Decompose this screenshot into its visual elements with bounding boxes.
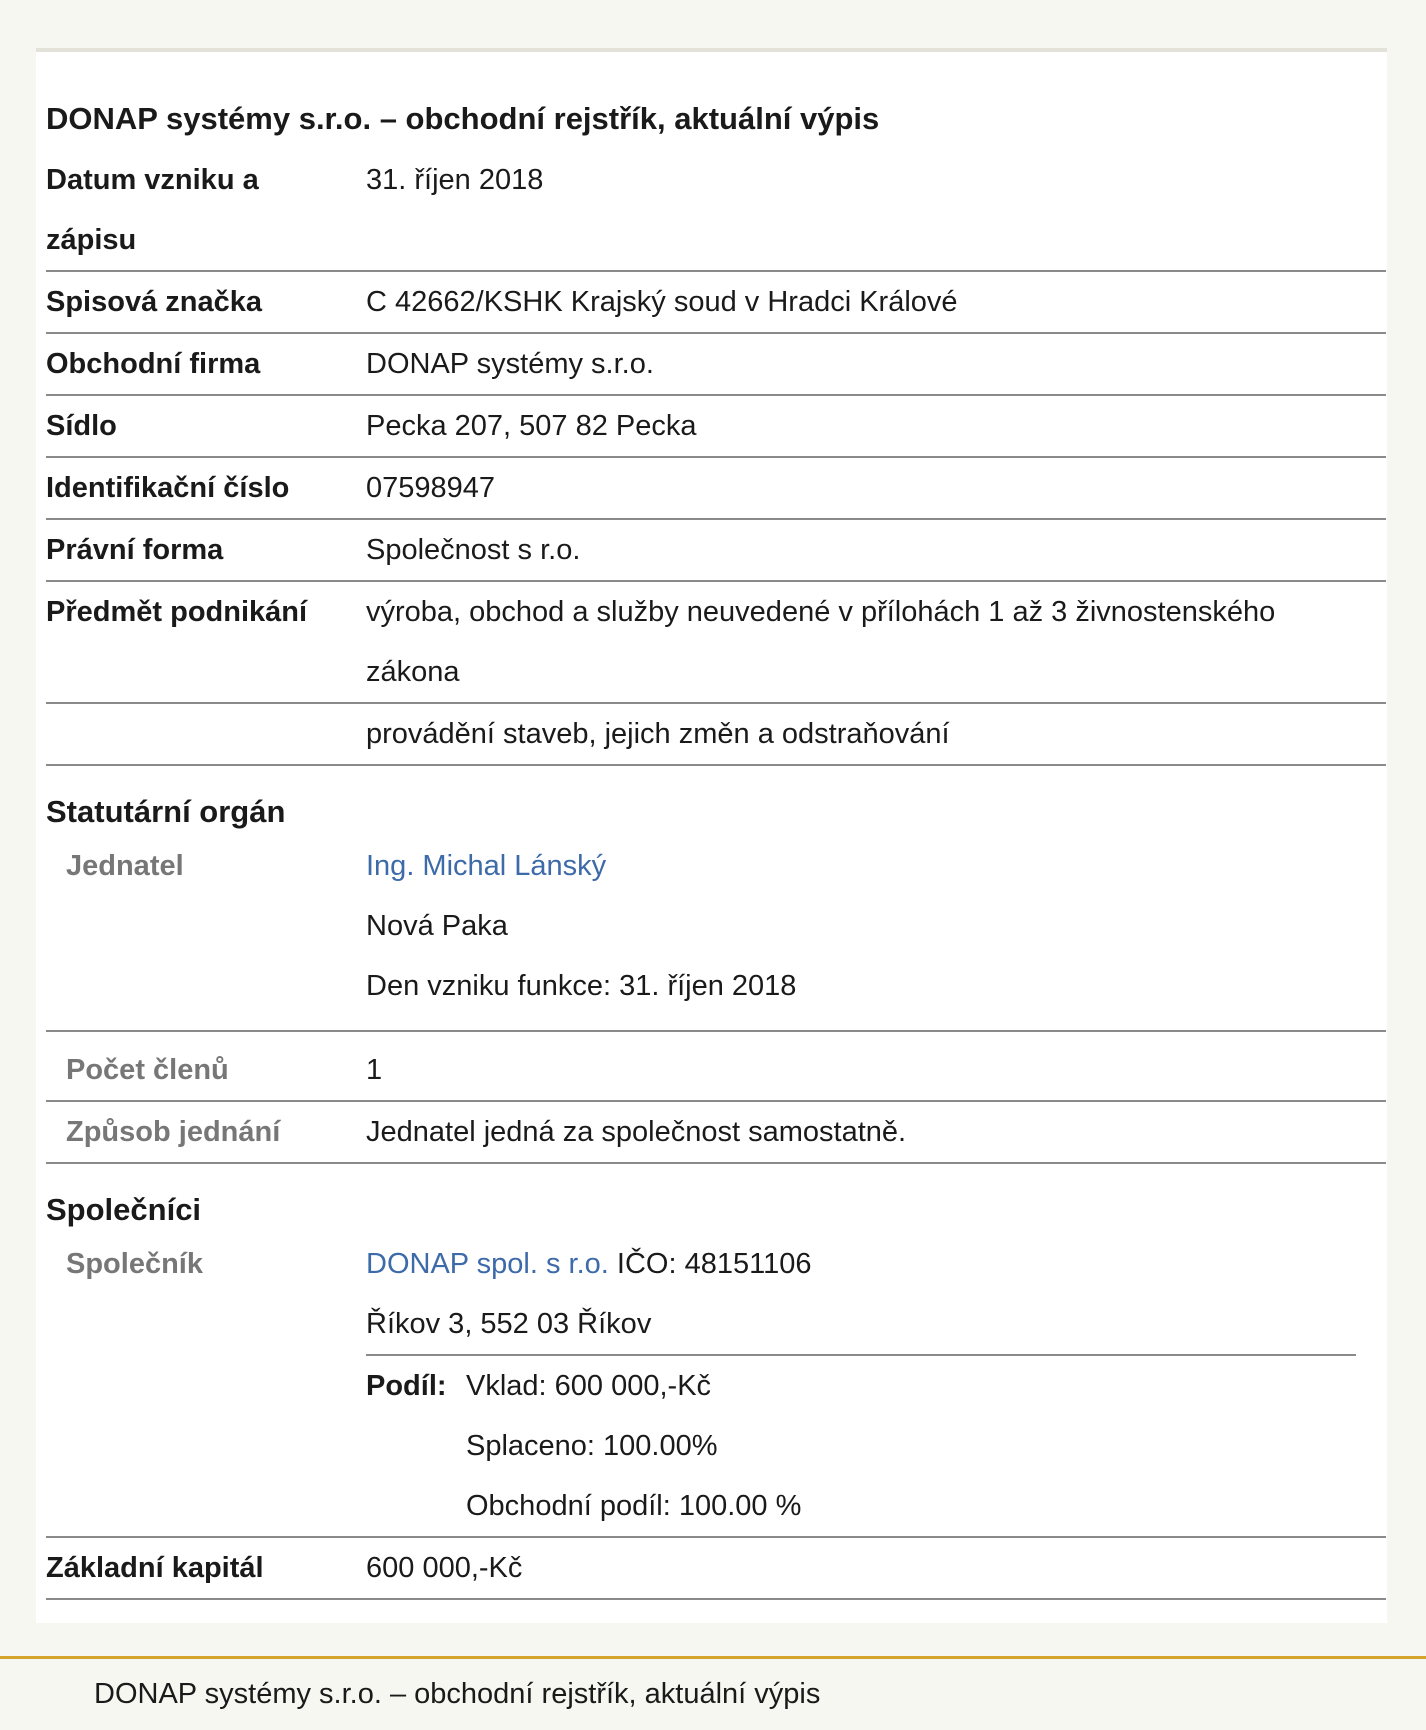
section-statutarni [46, 765, 1386, 836]
row-value: Jednatel jedná za společnost samostatně. [366, 1101, 1386, 1163]
row-predmet-podnikani-2 [46, 703, 1386, 765]
row-label: Základní kapitál [46, 1537, 366, 1599]
podil-label: Podíl: [366, 1370, 447, 1402]
footer-title: DONAP systémy s.r.o. – obchodní rejstřík, aktuální výpis [94, 1678, 821, 1710]
spolecnik-link[interactable]: DONAP spol. s r.o. [366, 1248, 609, 1280]
page-title: DONAP systémy s.r.o. – obchodní rejstřík, aktuální výpis [46, 101, 880, 136]
row-value: 1 [366, 1031, 1386, 1101]
jednatel-link[interactable]: Ing. Michal Lánský [366, 850, 607, 882]
row-ico [46, 457, 1386, 519]
row-zpusob-jednani [46, 1101, 1386, 1163]
row-zakladni-kapital [46, 1537, 1386, 1599]
row-label: Předmět podnikání [46, 581, 366, 703]
row-label: Jednatel [46, 836, 366, 1031]
row-label: Sídlo [46, 395, 366, 457]
row-label: Datum vzniku a zápisu [46, 150, 366, 271]
register-table [46, 150, 1386, 1600]
row-pravni-forma [46, 519, 1386, 581]
row-datum [46, 150, 1386, 271]
row-value: provádění staveb, jejich změn a odstraňování [366, 703, 1386, 765]
row-value: Ing. Michal Lánský Nová Paka Den vzniku funkce: 31. říjen 2018 [366, 836, 1386, 1031]
row-value: C 42662/KSHK Krajský soud v Hradci Králové [366, 271, 1386, 333]
row-spisova-znacka [46, 271, 1386, 333]
row-pocet-clenu [46, 1031, 1386, 1101]
row-label: Spisová značka [46, 271, 366, 333]
row-value: výroba, obchod a služby neuvedené v přílohách 1 až 3 živnostenského zákona [366, 581, 1386, 703]
row-label: Společník [46, 1234, 366, 1537]
section-heading: Společníci [46, 1192, 202, 1227]
row-value: Společnost s r.o. [366, 519, 1386, 581]
row-jednatel [46, 836, 1386, 1031]
row-value: 600 000,-Kč [366, 1537, 1386, 1599]
podil-box: Podíl: Vklad: 600 000,-Kč Splaceno: 100.00% Obchodní podíl: 100.00 % [366, 1354, 1356, 1536]
spolecnik-ico: IČO: 48151106 [616, 1248, 812, 1280]
row-label: Právní forma [46, 519, 366, 581]
footer-divider [0, 1656, 1426, 1659]
row-label: Obchodní firma [46, 333, 366, 395]
row-predmet-podnikani [46, 581, 1386, 703]
section-spolecnici [46, 1163, 1386, 1234]
row-label: Způsob jednání [46, 1101, 366, 1163]
row-label: Identifikační číslo [46, 457, 366, 519]
row-sidlo [46, 395, 1386, 457]
row-label: Počet členů [46, 1031, 366, 1101]
row-spolecnik [46, 1234, 1386, 1537]
section-heading: Statutární orgán [46, 794, 286, 829]
row-value: 31. říjen 2018 [366, 150, 1386, 271]
row-value: Pecka 207, 507 82 Pecka [366, 395, 1386, 457]
row-value: DONAP spol. s r.o. IČO: 48151106 Říkov 3, 552 03 Říkov Podíl: Vklad: 600 000,-Kč Splaceno: 100.00% Obchodní podíl: 100.00 % [366, 1234, 1386, 1537]
row-value: DONAP systémy s.r.o. [366, 333, 1386, 395]
row-obchodni-firma [46, 333, 1386, 395]
row-value: 07598947 [366, 457, 1386, 519]
